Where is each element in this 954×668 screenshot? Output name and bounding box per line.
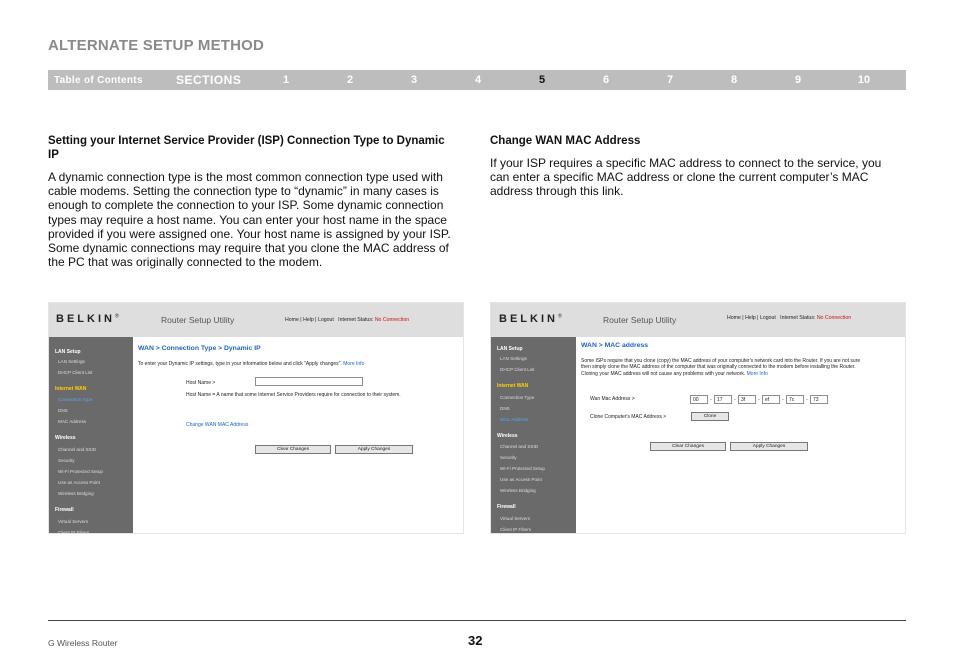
sidebar-item-dhcp-client-list[interactable]: DHCP Client List [500, 367, 535, 372]
wan-mac-body: If your ISP requires a specific MAC address to connect to the service, you can enter a specific MAC address or clone the current computer’s MAC address through this link. [490, 156, 882, 199]
more-info-link[interactable]: More Info [746, 370, 768, 377]
dynamic-ip-intro: To enter your Dynamic IP settings, type in your information below and click "Apply changes". More Info [138, 361, 365, 367]
router-app-title: Router Setup Utility [161, 315, 235, 325]
mac-octet-5-input[interactable]: 7c [786, 395, 804, 404]
mac-address-intro: Some ISPs require that you clone (copy) the MAC address of your computer's network card into the Router. If you are not sure then simply clone the MAC address of the computer that was originally connected to the modem before installing the Router. Cloning your MAC address will not cause any problems with your network. More Info [581, 358, 861, 377]
host-name-label: Host Name > [186, 380, 216, 386]
sidebar-item-security[interactable]: Security [500, 455, 517, 460]
sidebar-item-security[interactable]: Security [58, 458, 75, 463]
footer-divider [48, 620, 906, 621]
sidebar-group-lan-setup[interactable]: LAN Setup [497, 346, 523, 352]
section-link-4[interactable]: 4 [474, 74, 482, 86]
document-section-title: ALTERNATE SETUP METHOD [48, 37, 265, 54]
wan-mac-address-label: Wan Mac Address > [590, 396, 635, 402]
mac-separator: - [806, 397, 808, 403]
sidebar-item-access-point[interactable]: Use as Access Point [500, 477, 542, 482]
sidebar-item-wireless-bridging[interactable]: Wireless Bridging [58, 491, 94, 496]
section-link-10[interactable]: 10 [857, 74, 871, 86]
mac-octet-3-input[interactable]: 3f [738, 395, 756, 404]
sidebar-item-channel-ssid[interactable]: Channel and SSID [500, 444, 539, 449]
sidebar-item-access-point[interactable]: Use as Access Point [58, 480, 100, 485]
host-name-input[interactable] [255, 377, 363, 386]
router-top-links[interactable]: Home | Help | Logout Internet Status: No Connection [727, 315, 852, 321]
sidebar-item-mac-address[interactable]: MAC Address [500, 417, 529, 422]
router-header [491, 303, 905, 337]
apply-changes-button[interactable]: Apply Changes [335, 445, 413, 454]
mac-octet-2-input[interactable]: 17 [714, 395, 732, 404]
mac-octet-4-input[interactable]: ef [762, 395, 780, 404]
mac-address-router-screenshot [490, 302, 906, 534]
belkin-logo: BELKIN® [56, 313, 119, 325]
dynamic-ip-heading: Setting your Internet Service Provider (ISP) Connection Type to Dynamic IP [48, 135, 445, 161]
section-link-5[interactable]: 5 [538, 74, 546, 86]
internet-status-value: No Connection [374, 317, 410, 323]
router-sidebar [491, 337, 576, 533]
internet-status-value: No Connection [816, 315, 852, 321]
mac-octet-1-input[interactable]: 00 [690, 395, 708, 404]
section-link-8[interactable]: 8 [730, 74, 738, 86]
sidebar-item-virtual-servers[interactable]: Virtual Servers [58, 519, 89, 524]
apply-changes-button[interactable]: Apply Changes [730, 442, 808, 451]
change-wan-mac-link[interactable]: Change WAN MAC Address [186, 422, 249, 428]
sidebar-item-channel-ssid[interactable]: Channel and SSID [58, 447, 97, 452]
dynamic-ip-body: A dynamic connection type is the most common connection type used with cable modems. Setting the connection type to “dynamic” in many cases is enough to complete the connection to your ISP. Some dynamic connection types may require a host name. You can enter your host name in the space provided if you were assigned one. Your host name is assigned by your ISP. Some dynamic connections may require that you clone the MAC address of the PC that was originally connected to the modem. [48, 170, 451, 270]
section-link-7[interactable]: 7 [666, 74, 674, 86]
clear-changes-button[interactable]: Clear Changes [255, 445, 331, 454]
sidebar-item-lan-settings[interactable]: LAN Settings [500, 356, 527, 361]
sidebar-group-wireless[interactable]: Wireless [55, 435, 76, 441]
sidebar-item-client-ip-filters[interactable]: Client IP Filters [500, 527, 532, 532]
sidebar-item-dns[interactable]: DNS [500, 406, 510, 411]
section-link-9[interactable]: 9 [794, 74, 802, 86]
sections-label: SECTIONS [176, 73, 242, 87]
more-info-link[interactable]: More Info [343, 361, 365, 367]
section-link-3[interactable]: 3 [410, 74, 418, 86]
dynamic-ip-router-screenshot [48, 302, 464, 534]
sidebar-group-internet-wan[interactable]: Internet WAN [55, 386, 87, 392]
sidebar-item-connection-type[interactable]: Connection Type [500, 395, 535, 400]
sidebar-group-firewall[interactable]: Firewall [55, 507, 74, 513]
clear-changes-button[interactable]: Clear Changes [650, 442, 726, 451]
section-navigation-bar [48, 70, 906, 90]
sidebar-group-internet-wan[interactable]: Internet WAN [497, 383, 529, 389]
sidebar-item-wps[interactable]: Wi-Fi Protected Setup [500, 466, 545, 471]
sidebar-item-dhcp-client-list[interactable]: DHCP Client List [58, 370, 93, 375]
router-header [49, 303, 463, 337]
sidebar-item-virtual-servers[interactable]: Virtual Servers [500, 516, 531, 521]
sidebar-item-lan-settings[interactable]: LAN Settings [58, 359, 85, 364]
clone-mac-label: Clone Computer's MAC Address > [590, 414, 667, 420]
mac-separator: - [758, 397, 760, 403]
page-breadcrumb: WAN > Connection Type > Dynamic IP [138, 345, 261, 352]
page-breadcrumb: WAN > MAC address [581, 342, 649, 349]
host-name-help: Host Name = A name that some Internet Service Providers require for connection to their system. [186, 392, 401, 398]
section-link-1[interactable]: 1 [282, 74, 290, 86]
mac-separator: - [734, 397, 736, 403]
sidebar-group-lan-setup[interactable]: LAN Setup [55, 349, 81, 355]
sidebar-item-wps[interactable]: Wi-Fi Protected Setup [58, 469, 103, 474]
section-link-6[interactable]: 6 [602, 74, 610, 86]
router-sidebar [49, 337, 133, 533]
sidebar-group-firewall[interactable]: Firewall [497, 504, 516, 510]
mac-separator: - [782, 397, 784, 403]
sidebar-item-wireless-bridging[interactable]: Wireless Bridging [500, 488, 536, 493]
mac-separator: - [710, 397, 712, 403]
footer-product-name: G Wireless Router [48, 638, 118, 648]
page-number: 32 [468, 633, 483, 648]
sidebar-item-mac-address[interactable]: MAC Address [58, 419, 87, 424]
sidebar-item-client-ip-filters[interactable]: Client IP Filters [58, 530, 90, 534]
wan-mac-heading: Change WAN MAC Address [490, 135, 641, 147]
section-link-2[interactable]: 2 [346, 74, 354, 86]
sidebar-item-connection-type[interactable]: Connection Type [58, 397, 93, 402]
sidebar-item-dns[interactable]: DNS [58, 408, 68, 413]
clone-button[interactable]: Clone [691, 412, 729, 421]
sidebar-group-wireless[interactable]: Wireless [497, 433, 518, 439]
table-of-contents-link[interactable]: Table of Contents [54, 75, 143, 86]
belkin-logo: BELKIN® [499, 313, 562, 325]
router-top-links[interactable]: Home | Help | Logout Internet Status: No Connection [285, 317, 410, 323]
mac-octet-6-input[interactable]: 73 [810, 395, 828, 404]
router-app-title: Router Setup Utility [603, 315, 677, 325]
